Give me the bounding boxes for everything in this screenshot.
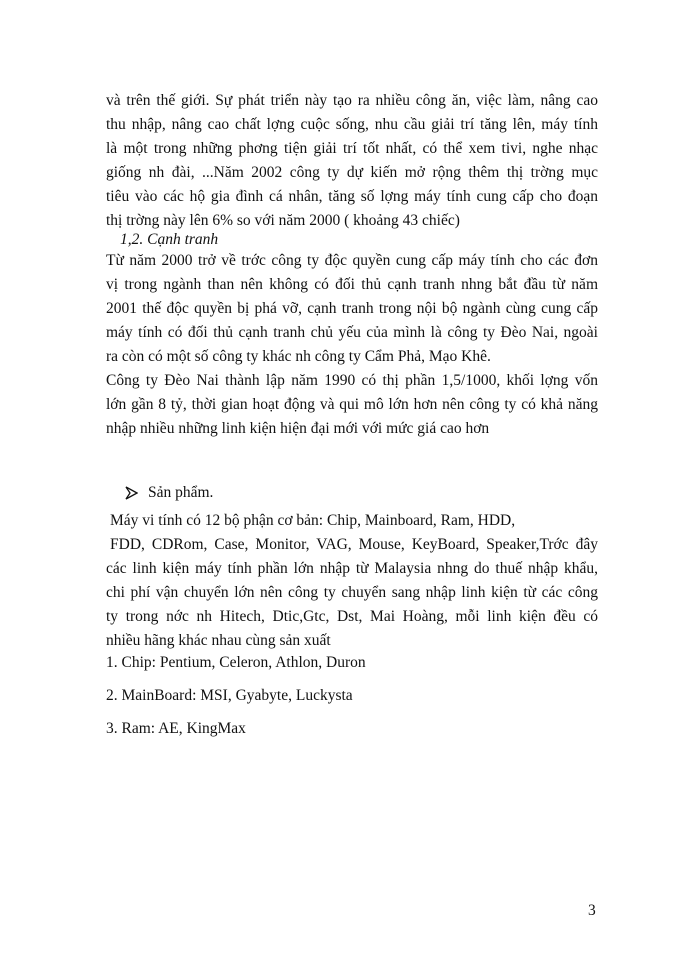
bullet-label: Sản phẩm. [148,484,214,501]
text-line: vị trong ngành than nên không có đối thủ cạnh tranh nhng bắt đầu từ năm [106,276,598,293]
text-line: lớn gần 8 tỷ, thời gian hoạt động và qui mô lớn hơn nên công ty có khả năng [106,396,598,413]
list-item: 2. MainBoard: MSI, Gyabyte, Luckysta [106,687,353,704]
text-line: chi phí vận chuyển lớn nên công ty chuyển sang nhập linh kiện từ các công [106,584,598,601]
text-line: FDD, CDRom, Case, Monitor, VAG, Mouse, KeyBoard, Speaker,Trớc đây [110,536,598,553]
list-item: 1. Chip: Pentium, Celeron, Athlon, Duron [106,654,366,671]
list-item: 3. Ram: AE, KingMax [106,720,246,737]
page-number: 3 [588,902,596,919]
text-line: tiêu vào các hộ gia đình cá nhân, tăng số lợng máy tính cung cấp cho đoạn [106,188,598,205]
text-line: nhiều hãng khác nhau cùng sản xuất [106,632,331,649]
text-line: giống nh đài, ...Năm 2002 công ty dự kiến mở rộng thêm thị trờng mục [106,164,598,181]
arrowhead-bullet-icon [124,486,138,500]
text-line: là một trong những phơng tiện giải trí tốt nhất, có thể xem tivi, nghe nhạc [106,140,598,157]
text-line: Công ty Đèo Nai thành lập năm 1990 có thị phần 1,5/1000, khối lợng vốn [106,372,598,389]
text-line: các linh kiện máy tính phần lớn nhập từ Malaysia nhng do thuế nhập khẩu, [106,560,598,577]
text-line: ra còn có một số công ty khác nh công ty Cẩm Phả, Mạo Khê. [106,348,491,365]
text-line: thị trờng này lên 6% so với năm 2000 ( khoảng 43 chiếc) [106,212,460,229]
text-line: và trên thế giới. Sự phát triển này tạo ra nhiều công ăn, việc làm, nâng cao [106,92,598,109]
text-line: thu nhập, nâng cao chất lợng cuộc sống, nhu cầu giải trí tăng lên, máy tính [106,116,598,133]
text-line: máy tính có đối thủ cạnh tranh chủ yếu của mình là công ty Đèo Nai, ngoài [106,324,598,341]
section-heading: 1,2. Cạnh tranh [120,231,219,248]
text-line: Từ năm 2000 trở về trớc công ty độc quyền cung cấp máy tính cho các đơn [106,252,598,269]
text-line: nhập nhiều những linh kiện hiện đại mới với mức giá cao hơn [106,420,490,437]
text-line: ty trong nớc nh Hitech, Dtic,Gtc, Dst, Mai Hoàng, mỗi linh kiện đều có [106,608,598,625]
text-line: Máy vi tính có 12 bộ phận cơ bản: Chip, Mainboard, Ram, HDD, [110,512,516,529]
text-line: 2001 thế độc quyền bị phá vỡ, cạnh tranh trong nội bộ ngành cùng cung cấp [106,300,598,317]
